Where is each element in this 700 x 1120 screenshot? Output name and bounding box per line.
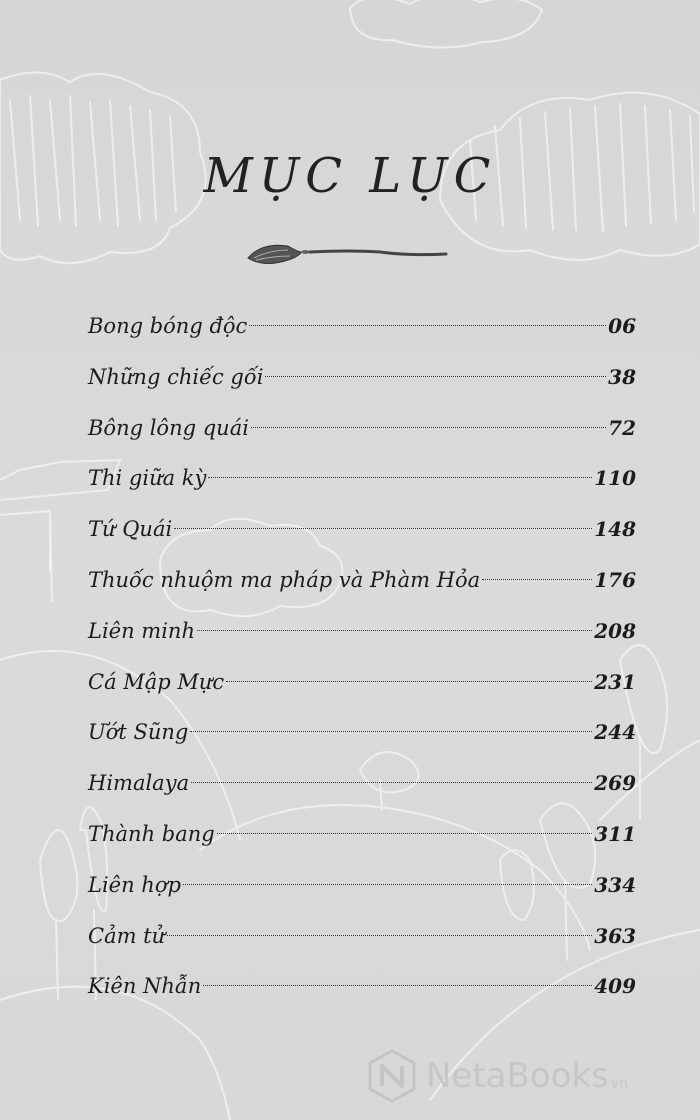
toc-entry[interactable] — [88, 916, 636, 967]
toc-entry-title: Kiên Nhẫn — [88, 974, 202, 999]
toc-entry-page: 409 — [594, 974, 636, 999]
leader-dots — [203, 985, 592, 986]
toc-entry-page: 176 — [594, 567, 636, 592]
toc-entry-page: 110 — [594, 466, 636, 491]
watermark-suffix: vn — [610, 1076, 629, 1092]
toc-entry-title: Những chiếc gối — [88, 364, 264, 389]
toc-entry[interactable] — [88, 865, 636, 916]
toc-entry-page: 38 — [608, 364, 636, 389]
netabooks-logo-icon — [364, 1048, 420, 1104]
toc-entry[interactable] — [88, 509, 636, 560]
leader-dots — [174, 528, 592, 529]
toc-entry[interactable] — [88, 458, 636, 509]
toc-entry-title: Cá Mập Mực — [88, 669, 225, 694]
toc-entry-page: 06 — [608, 314, 636, 338]
toc-entry[interactable] — [88, 814, 636, 865]
toc-entry-title: Thi giữa kỳ — [88, 466, 207, 491]
toc-entry-page: 148 — [594, 517, 636, 542]
toc-entry[interactable] — [88, 763, 636, 814]
broom-icon — [244, 238, 454, 268]
watermark-brand: NetaBooks — [426, 1056, 609, 1096]
toc-entry-page: 231 — [594, 669, 636, 694]
toc-entry-page: 334 — [594, 872, 636, 897]
toc-entry-title: Liên minh — [88, 618, 195, 643]
page-title: MỤC LỤC — [203, 148, 497, 204]
toc-entry-page: 363 — [594, 923, 636, 948]
leader-dots — [482, 579, 592, 580]
leader-dots — [249, 325, 606, 326]
toc-entry[interactable] — [88, 712, 636, 763]
leader-dots — [167, 935, 592, 936]
table-of-contents — [88, 306, 636, 1017]
leader-dots — [251, 427, 606, 428]
toc-entry[interactable] — [88, 560, 636, 611]
toc-entry-page: 311 — [594, 821, 636, 846]
leader-dots — [217, 833, 593, 834]
toc-entry-page: 72 — [608, 415, 636, 440]
toc-entry-page: 244 — [594, 720, 636, 745]
toc-entry-title: Thuốc nhuộm ma pháp và Phàm Hỏa — [88, 567, 481, 592]
leader-dots — [183, 884, 592, 885]
toc-entry-title: Bông lông quái — [88, 415, 249, 440]
watermark — [364, 1046, 628, 1106]
toc-entry[interactable] — [88, 408, 636, 459]
leader-dots — [190, 731, 592, 732]
toc-entry-title: Cảm tử — [88, 923, 166, 948]
toc-entry-title: Himalaya — [88, 771, 190, 796]
leader-dots — [265, 376, 606, 377]
toc-entry[interactable] — [88, 662, 636, 713]
toc-entry[interactable] — [88, 966, 636, 1017]
toc-entry-title: Ướt Sũng — [88, 720, 189, 745]
leader-dots — [208, 477, 592, 478]
leader-dots — [226, 681, 592, 682]
toc-entry[interactable] — [88, 306, 636, 357]
toc-entry-page: 269 — [594, 771, 636, 796]
leader-dots — [197, 630, 592, 631]
toc-entry[interactable] — [88, 611, 636, 662]
toc-entry[interactable] — [88, 357, 636, 408]
toc-entry-title: Thành bang — [88, 821, 215, 846]
leader-dots — [191, 782, 592, 783]
toc-entry-title: Liên hợp — [88, 872, 181, 897]
toc-entry-title: Bong bóng độc — [88, 314, 248, 338]
toc-entry-page: 208 — [594, 618, 636, 643]
toc-entry-title: Tứ Quái — [88, 517, 173, 542]
